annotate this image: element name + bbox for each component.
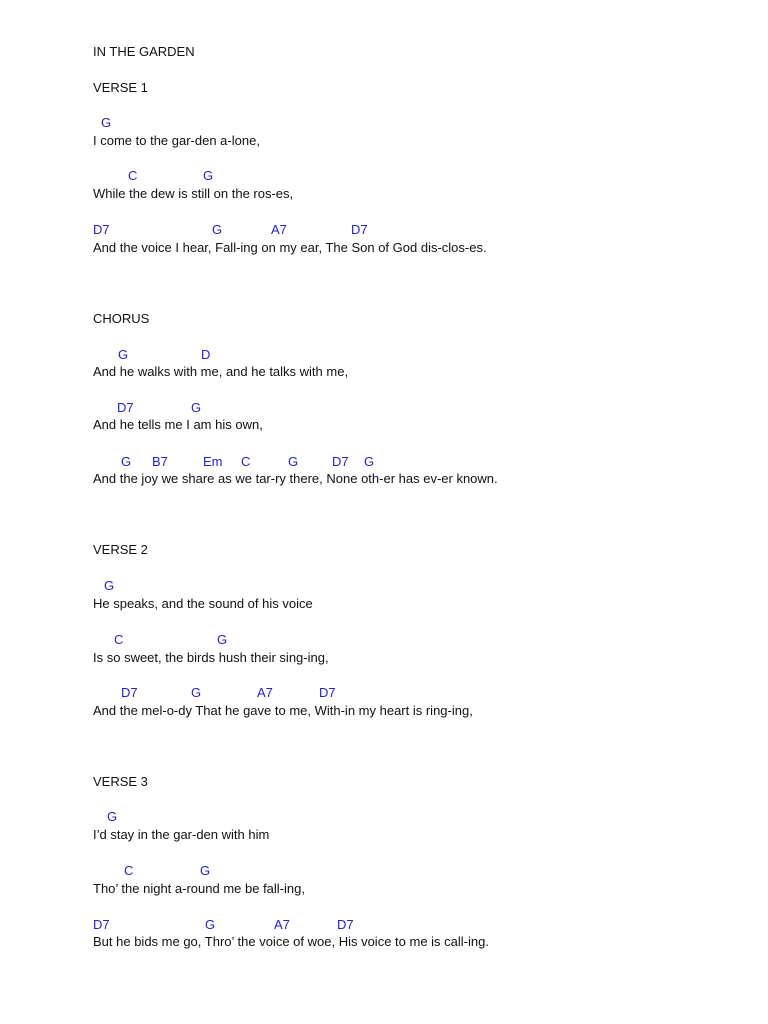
chord: D7 xyxy=(121,685,138,700)
lyric-line: Tho’ the night a-round me be fall-ing, xyxy=(93,881,305,896)
chord: G xyxy=(107,809,118,824)
lyric-line: He speaks, and the sound of his voice xyxy=(93,596,313,611)
chord: D7 xyxy=(332,454,349,469)
chord: G xyxy=(104,578,115,593)
chord: A7 xyxy=(257,685,273,700)
chord: D7 xyxy=(117,400,134,415)
lyric-line: I’d stay in the gar-den with him xyxy=(93,827,270,842)
chord: G xyxy=(288,454,299,469)
lyric-line: While the dew is still on the ros-es, xyxy=(93,186,294,201)
chord: A7 xyxy=(271,222,287,237)
chord: G xyxy=(121,454,132,469)
chord: D xyxy=(201,347,211,362)
section-heading-chorus: CHORUS xyxy=(93,311,150,326)
lyric-line: And the voice I hear, Fall-ing on my ear, The Son of God dis-clos-es. xyxy=(93,240,487,255)
chord: B7 xyxy=(152,454,168,469)
chord: D7 xyxy=(351,222,368,237)
chord: G xyxy=(364,454,375,469)
lyric-line: And he walks with me, and he talks with me, xyxy=(93,364,349,379)
lyric-line: And he tells me I am his own, xyxy=(93,417,263,432)
lyric-line: Is so sweet, the birds hush their sing-ing, xyxy=(93,650,329,665)
chord: A7 xyxy=(274,917,290,932)
chord: D7 xyxy=(93,917,110,932)
chord: C xyxy=(128,168,138,183)
chord: G xyxy=(191,685,202,700)
chord: C xyxy=(114,632,124,647)
chord: G xyxy=(203,168,214,183)
chord: G xyxy=(118,347,129,362)
chord: G xyxy=(217,632,228,647)
chord: C xyxy=(241,454,251,469)
chord: G xyxy=(205,917,216,932)
chord: G xyxy=(200,863,211,878)
chord: G xyxy=(191,400,202,415)
chord: D7 xyxy=(319,685,336,700)
chord: G xyxy=(101,115,112,130)
chord: Em xyxy=(203,454,223,469)
chord: C xyxy=(124,863,134,878)
section-heading-verse-3: VERSE 3 xyxy=(93,774,148,789)
chord: D7 xyxy=(93,222,110,237)
section-heading-verse-2: VERSE 2 xyxy=(93,542,148,557)
lyric-line: And the joy we share as we tar-ry there, None oth-er has ev-er known. xyxy=(93,471,498,486)
section-heading-verse-1: VERSE 1 xyxy=(93,80,148,95)
lyric-line: I come to the gar-den a-lone, xyxy=(93,133,260,148)
chord: D7 xyxy=(337,917,354,932)
lyric-line: But he bids me go, Thro’ the voice of woe, His voice to me is call-ing. xyxy=(93,934,489,949)
lyric-line: And the mel-o-dy That he gave to me, With-in my heart is ring-ing, xyxy=(93,703,473,718)
chord: G xyxy=(212,222,223,237)
song-title: IN THE GARDEN xyxy=(93,44,195,59)
